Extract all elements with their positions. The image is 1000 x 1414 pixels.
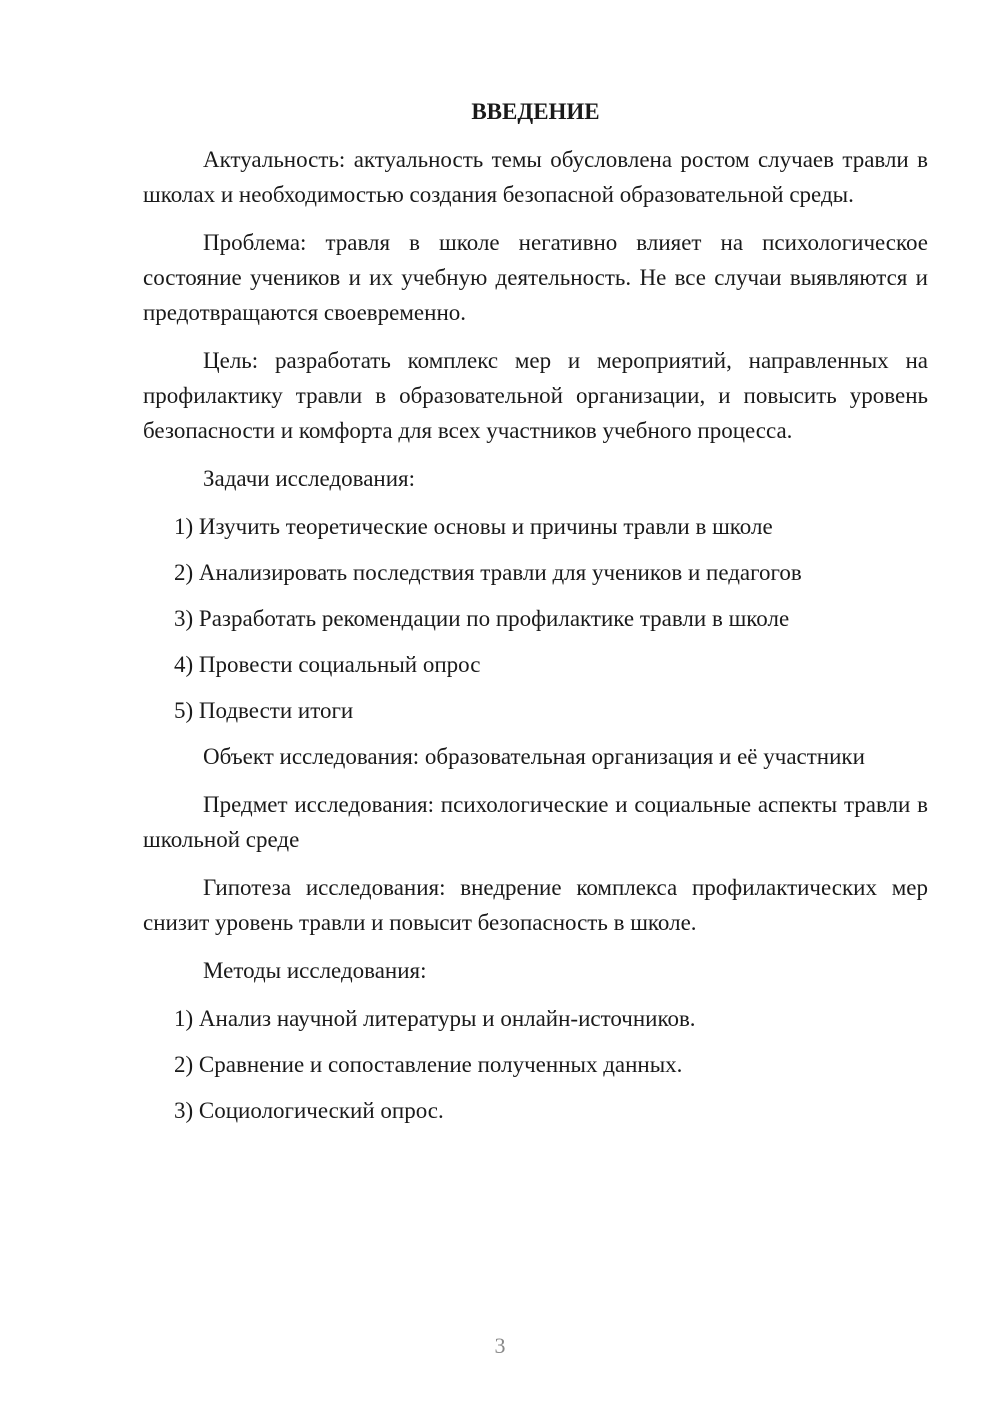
goal-paragraph: Цель: разработать комплекс мер и мероприятий, направленных на профилактику травли в образовательной организации, и повысить уровень безопасности и комфорта для всех участников учебного процесса. [143, 348, 928, 443]
tasks-list [143, 509, 928, 728]
methods-heading: Методы исследования: [203, 958, 427, 983]
page-number: 3 [494, 1333, 506, 1358]
problem-paragraph: Проблема: травля в школе негативно влияет на психологическое состояние учеников и их учебную деятельность. Не все случаи выявляются и предотвращаются своевременно. [143, 230, 928, 325]
object-paragraph: Объект исследования: образовательная организация и её участники [203, 744, 865, 769]
methods-list [143, 1001, 928, 1128]
method-item-2: 2) Сравнение и сопоставление полученных данных. [174, 1052, 683, 1077]
task-item-2: 2) Анализировать последствия травли для учеников и педагогов [174, 560, 802, 585]
section-title: ВВЕДЕНИЕ [471, 99, 600, 124]
task-item-5: 5) Подвести итоги [174, 698, 354, 723]
method-item-1: 1) Анализ научной литературы и онлайн-источников. [174, 1006, 696, 1031]
method-item-3: 3) Социологический опрос. [174, 1098, 444, 1123]
task-item-3: 3) Разработать рекомендации по профилактике травли в школе [174, 606, 790, 631]
relevance-paragraph: Актуальность: актуальность темы обусловлена ростом случаев травли в школах и необходимостью создания безопасной образовательной среды. [143, 147, 928, 207]
page-content [143, 94, 928, 1139]
task-item-1: 1) Изучить теоретические основы и причины травли в школе [174, 514, 773, 539]
tasks-heading: Задачи исследования: [203, 466, 416, 491]
subject-paragraph: Предмет исследования: психологические и социальные аспекты травли в школьной среде [143, 792, 928, 852]
task-item-4: 4) Провести социальный опрос [174, 652, 481, 677]
hypothesis-paragraph: Гипотеза исследования: внедрение комплекса профилактических мер снизит уровень травли и повысит безопасность в школе. [143, 875, 928, 935]
